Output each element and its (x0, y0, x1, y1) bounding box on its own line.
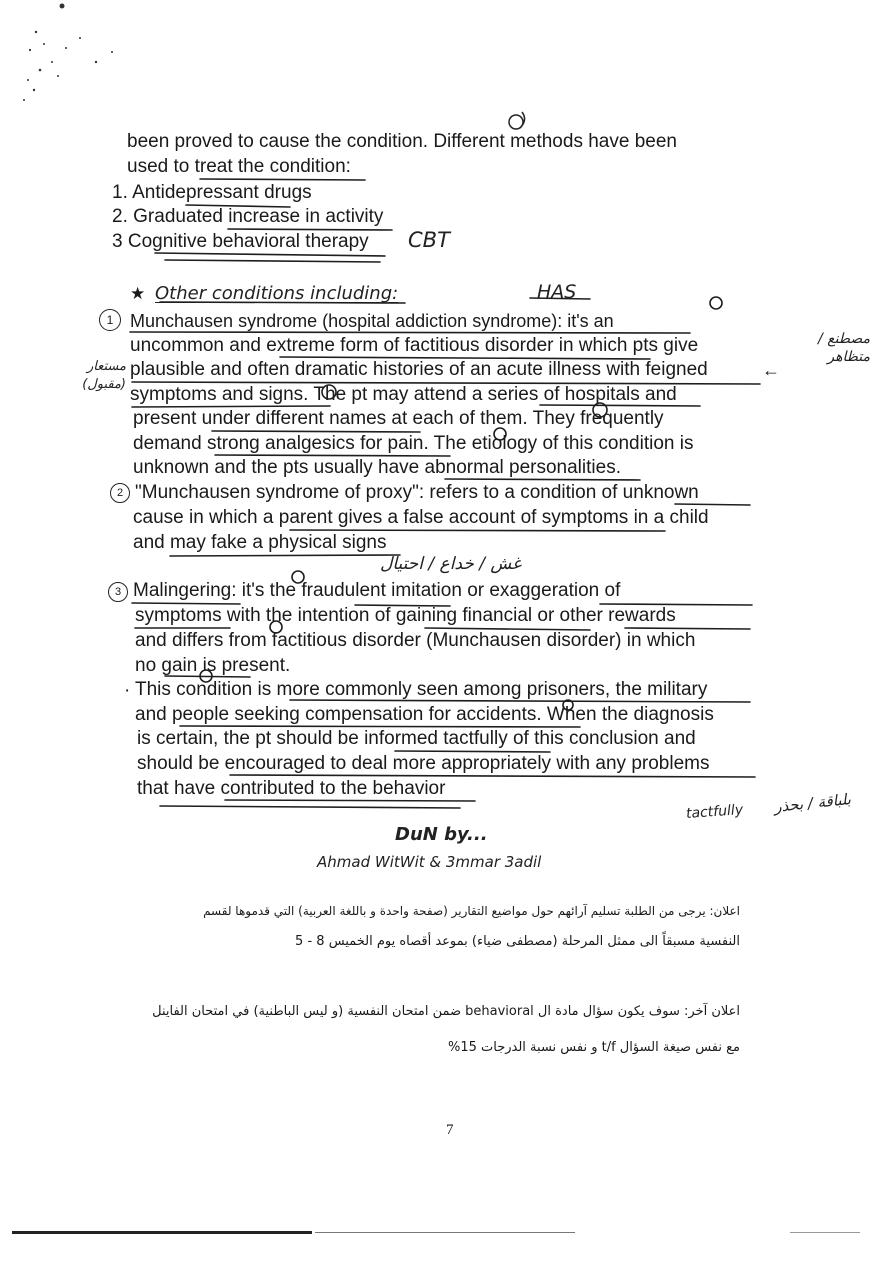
munchausen-line-3: plausible and often dramatic histories of an acute illness with feigned (130, 359, 708, 380)
left-margin-note: مستعار (مقبول) (82, 359, 126, 392)
right-margin-note: مصطنع / متظاهر (818, 331, 870, 365)
treatment-marker: 1. (112, 182, 128, 203)
star-icon: ★ (130, 284, 146, 303)
munchausen-line-5: present under different names at each of them. They frequently (133, 408, 664, 429)
proxy-arabic-note: غش / خداع / احتيال (380, 554, 521, 574)
done-by: DuN by... (395, 824, 488, 845)
treatment-text: Cognitive behavioral therapy (127, 231, 369, 252)
treatment-marker: 3 (112, 231, 123, 252)
announcement-4: مع نفس صيغة السؤال t/f و نفس نسبة الدرجات 15% (447, 1040, 740, 1055)
malingering-line-2: symptoms with the intention of gaining financial or other rewards (135, 605, 676, 626)
tactfully-arabic-note: بلباقة / بحذر (773, 790, 852, 816)
circle-marker-icon: 3 (108, 582, 128, 602)
munchausen-line-4: symptoms and signs. The pt may attend a series of hospitals and (130, 384, 677, 405)
tactfully-note: tactfully (685, 802, 744, 822)
page-number: 7 (446, 1122, 454, 1138)
proxy-line-3: and may fake a physical signs (133, 532, 387, 553)
bullet-icon: · (124, 680, 131, 701)
munchausen-line-1: Munchausen syndrome (hospital addiction syndrome): it's an (130, 311, 614, 331)
announcement-2: النفسية مسبقاً الى ممثل المرحلة (مصطفى ضياء) بموعد أقصاه يوم الخميس 8 - 5 (295, 934, 740, 949)
prisoners-line-3: is certain, the pt should be informed tactfully of this conclusion and (137, 728, 696, 749)
prisoners-line-1: This condition is more commonly seen among prisoners, the military (135, 679, 708, 700)
munchausen-line-6: demand strong analgesics for pain. The etiology of this condition is (133, 433, 694, 454)
malingering-line-1: Malingering: it's the fraudulent imitation or exaggeration of (133, 580, 621, 601)
proxy-line-2: cause in which a parent gives a false account of symptoms in a child (133, 507, 709, 528)
announcement-3: اعلان آخر: سوف يكون سؤال مادة ال behavioral ضمن امتحان النفسية (و ليس الباطنية) في امتحان الفاينل (152, 1004, 740, 1019)
announcement-1: اعلان: يرجى من الطلبة تسليم آرائهم حول مواضيع التقارير (صفحة واحدة و باللغة العربية) التي قدموها لقسم (203, 904, 740, 918)
cbt-note: CBT (408, 228, 450, 252)
malingering-line-3: and differs from factitious disorder (Munchausen disorder) in which (135, 630, 696, 651)
authors: Ahmad WitWit & 3mmar 3adil (317, 853, 542, 871)
intro-line-1: been proved to cause the condition. Different methods have been (127, 131, 677, 152)
munchausen-line-7: unknown and the pts usually have abnormal personalities. (133, 457, 621, 478)
malingering-line-4: no gain is present. (135, 655, 291, 676)
intro-line-2: used to treat the condition: (127, 156, 351, 177)
scan-edge-line (790, 1232, 860, 1233)
scan-edge-line (315, 1232, 575, 1233)
munchausen-line-2: uncommon and extreme form of factitious disorder in which pts give (130, 335, 699, 356)
circle-marker-icon: 2 (110, 483, 130, 503)
arrow-left-icon: ← (762, 360, 780, 380)
has-note: HAS (537, 281, 577, 303)
treatment-text: Graduated increase in activity (133, 206, 384, 227)
other-conditions-heading: Other conditions including: (155, 283, 399, 304)
prisoners-line-5: that have contributed to the behavior (137, 778, 446, 799)
proxy-line-1: "Munchausen syndrome of proxy": refers to a condition of unknown (135, 482, 699, 503)
prisoners-line-2: and people seeking compensation for accidents. When the diagnosis (135, 704, 714, 725)
scan-edge-line (12, 1231, 312, 1234)
circle-marker-icon: 1 (99, 309, 121, 331)
treatment-text: Antidepressant drugs (132, 182, 312, 203)
prisoners-line-4: should be encouraged to deal more appropriately with any problems (137, 753, 710, 774)
treatment-marker: 2. (112, 206, 128, 227)
